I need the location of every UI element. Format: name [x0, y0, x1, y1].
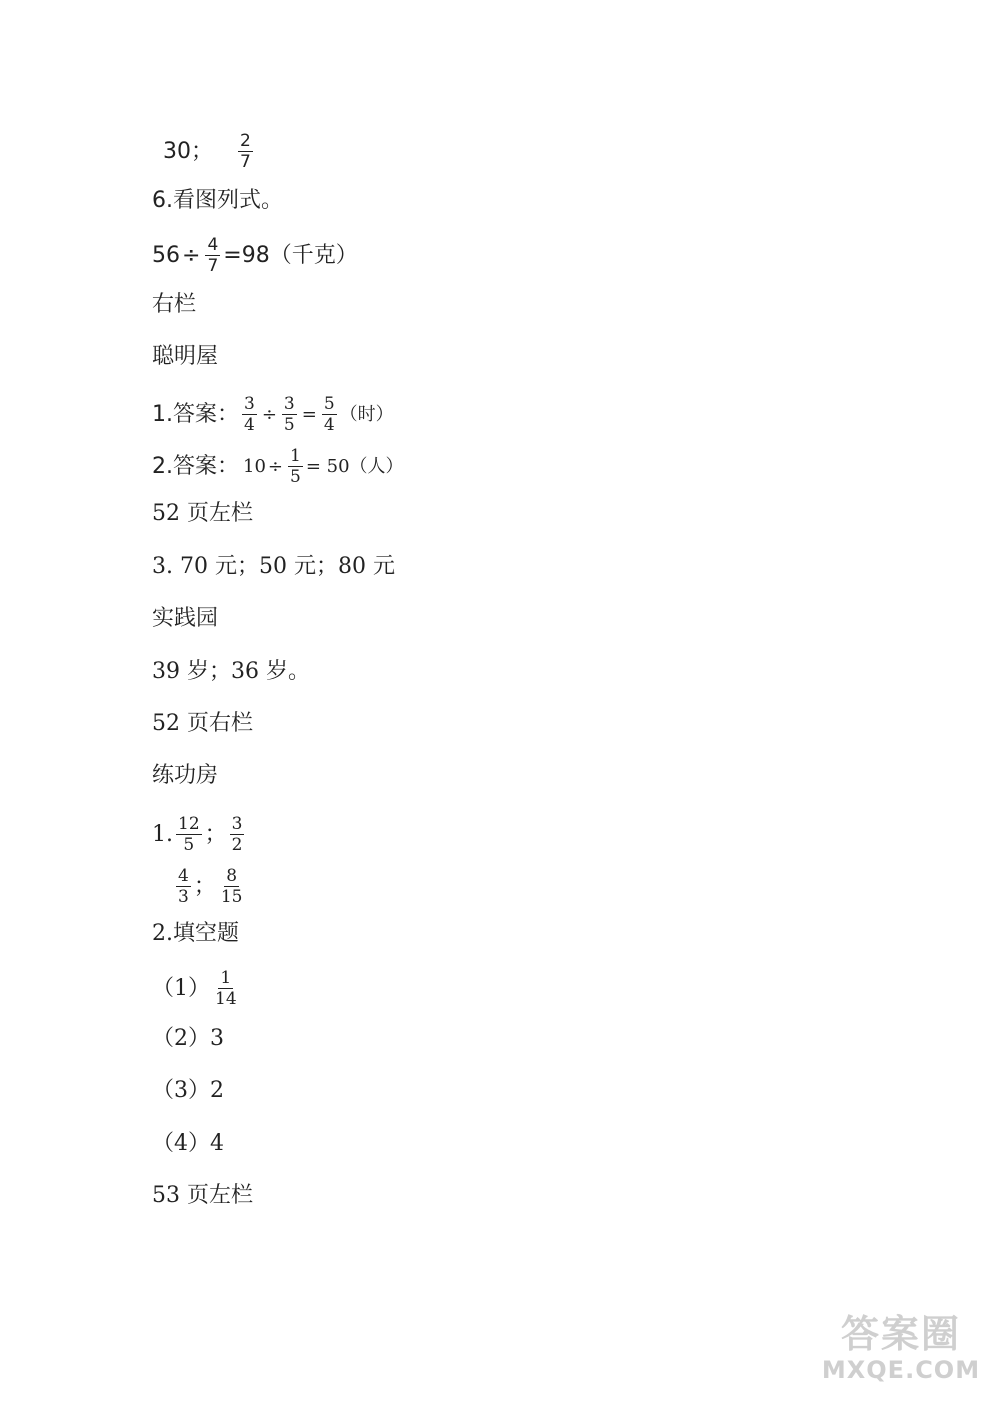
fraction-numerator: 1 [290, 446, 301, 466]
fraction-denominator: 5 [290, 467, 301, 487]
question-heading: 2.填空题 [152, 921, 239, 946]
text: 30； [163, 138, 213, 164]
fraction-denominator: 5 [283, 415, 295, 435]
fraction [205, 236, 220, 275]
section-heading: 53 页左栏 [152, 1183, 253, 1208]
section-heading: 聪明屋 [152, 344, 219, 369]
answer-line-7 [152, 447, 404, 486]
fraction [213, 969, 239, 1008]
answer-text: （3）2 [152, 1078, 224, 1103]
answer-line-17 [152, 969, 242, 1008]
answer-line-6 [152, 395, 394, 434]
fraction [176, 815, 202, 854]
answer-label: （1） [152, 975, 210, 1001]
separator: ； [204, 821, 227, 847]
answer-text: 3. 70 元；50 元；80 元 [152, 554, 395, 579]
fraction-denominator: 7 [207, 256, 219, 276]
fraction-denominator: 14 [215, 989, 237, 1009]
fraction-numerator: 3 [244, 394, 255, 414]
fraction [288, 447, 303, 486]
fraction-numerator: 8 [226, 866, 238, 886]
answer-line-3 [152, 236, 358, 275]
fraction-denominator: 5 [183, 835, 195, 855]
fraction-denominator: 7 [240, 152, 251, 172]
divide-sign: ÷ [267, 455, 283, 477]
fraction-numerator: 3 [283, 394, 295, 414]
text: =98（千克） [223, 242, 358, 268]
fraction [230, 815, 245, 854]
fraction-denominator: 4 [323, 415, 335, 435]
answer-text: （2）3 [152, 1026, 224, 1051]
text: 56 [152, 242, 180, 268]
watermark-url: MXQE.COM [821, 1356, 981, 1384]
fraction-numerator: 12 [178, 814, 200, 834]
answer-label: 1.答案： [152, 401, 239, 427]
section-heading: 52 页右栏 [152, 711, 253, 736]
fraction-denominator: 15 [220, 887, 243, 907]
section-heading: 右栏 [152, 292, 197, 317]
fraction [322, 395, 337, 434]
answer-label: 2.答案： [152, 453, 239, 479]
separator: ； [193, 873, 216, 899]
text: = 50（人） [305, 455, 404, 477]
fraction-denominator: 2 [231, 835, 243, 855]
watermark-logo [816, 1312, 986, 1392]
fraction-numerator: 1 [220, 968, 232, 988]
fraction-numerator: 3 [231, 814, 243, 834]
divide-sign: ÷ [261, 403, 277, 425]
answer-line-15 [173, 867, 247, 906]
answer-line-1 [163, 132, 256, 171]
fraction [219, 867, 245, 906]
fraction-denominator: 3 [178, 887, 189, 907]
answer-line-14 [152, 815, 247, 854]
answer-label: 1. [152, 821, 173, 847]
fraction [238, 132, 253, 171]
watermark-text: 答案圈 [840, 1312, 961, 1356]
fraction-denominator: 4 [244, 415, 255, 435]
unit: （时） [339, 403, 394, 425]
section-heading: 实践园 [152, 606, 219, 631]
fraction [242, 395, 257, 434]
fraction [176, 867, 191, 906]
fraction-numerator: 4 [207, 235, 219, 255]
section-heading: 练功房 [152, 763, 219, 788]
fraction-numerator: 5 [323, 394, 335, 414]
text: 10 [243, 455, 266, 477]
fraction-numerator: 2 [240, 131, 251, 151]
fraction [282, 395, 297, 434]
section-heading: 52 页左栏 [152, 501, 253, 526]
answer-text: （4）4 [152, 1131, 224, 1156]
divide-sign: ÷ [182, 242, 201, 268]
answer-text: 39 岁；36 岁。 [152, 659, 310, 684]
equals-sign: = [301, 403, 317, 425]
fraction-numerator: 4 [178, 866, 189, 886]
question-heading: 6.看图列式。 [152, 188, 283, 213]
